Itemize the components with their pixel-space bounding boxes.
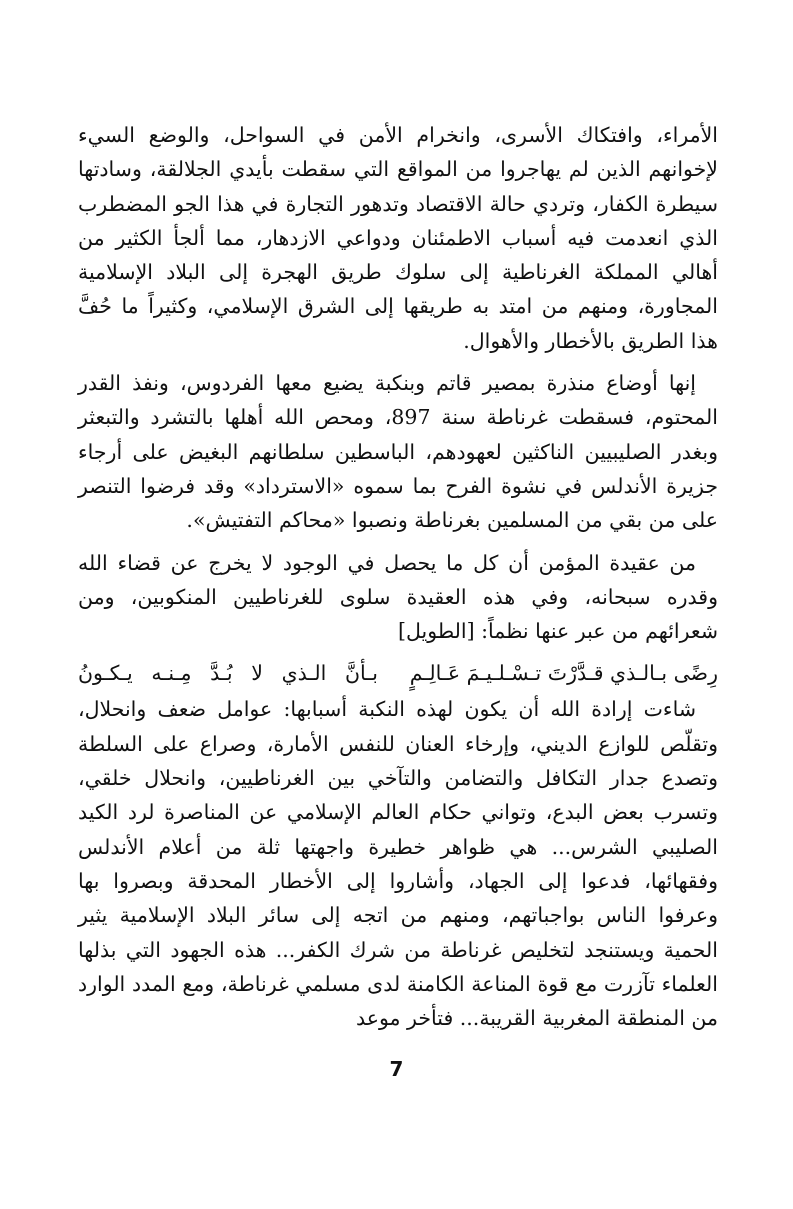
body-text <box>78 118 718 1035</box>
poetry-verse <box>78 656 718 690</box>
paragraph-1: الأمراء، وافتكاك الأسرى، وانخرام الأمن في السواحل، والوضع السيء لإخوانهم الذين لم يهاجروا من المواقع التي سقطت بأيدي الجلالقة، وسادتها سيطرة الكفار، وتردي حالة الاقتصاد وتدهور التجارة في هذا الجو المضطرب الذي انعدمت فيه أسباب الاطمئنان ودواعي الازدهار، مما ألجأ الكثير من أهالي المملكة الغرناطية إلى سلوك طريق الهجرة إلى البلاد الإسلامية المجاورة، ومنهم من امتد به طريقها إلى الشرق الإسلامي، وكثيراً ما حُفَّ هذا الطريق بالأخطار والأهوال. <box>78 123 718 353</box>
verse-first-hemistich: رِضًى بـالـذي قـدَّرْتَ تـسْـلـيـمَ عَـالِـمٍ <box>409 661 718 686</box>
paragraph-3: من عقيدة المؤمن أن كل ما يحصل في الوجود لا يخرج عن قضاء الله وقدره سبحانه، وفي هذه العقيدة سلوى للغرناطيين المنكوبين، ومن شعرائهم من عبر عنها نظماً: [الطويل] <box>78 550 718 644</box>
page-number: 7 <box>389 1057 404 1081</box>
paragraph-2: إنها أوضاع منذرة بمصير قاتم وبنكبة يضيع معها الفردوس، ونفذ القدر المحتوم، فسقطت غرناطة سنة 897، ومحص الله أهلها بالتشرد والتبعثر وبغدر الصليبيين الناكثين لعهودهم، الباسطين سلطانهم البغيض على أرجاء جزيرة الأندلس في نشوة الفرح بما سموه «الاسترداد» وقد فرضوا التنصر على من بقي من المسلمين بغرناطة ونصبوا «محاكم التفتيش». <box>78 371 718 533</box>
paragraph-4: شاءت إرادة الله أن يكون لهذه النكبة أسبابها: عوامل ضعف وانحلال، وتقلّص للوازع الديني، وإرخاء العنان للنفس الأمارة، وصراع على السلطة وتصدع جدار التكافل والتضامن والتآخي بين الغرناطيين، وانحلال خلقي، وتسرب بعض البدع، وتواني حكام العالم الإسلامي عن المناصرة لرد الكيد الصليبي الشرس... هي ظواهر خطيرة واجهتها ثلة من أعلام الأندلس وفقهائها، فدعوا إلى الجهاد، وأشاروا إلى الأخطار المحدقة وبصروا بها وعرفوا الناس بواجباتهم، ومنهم من اتجه إلى سائر البلاد الإسلامية يثير الحمية ويستنجد لتخليص غرناطة من شرك الكفر... هذه الجهود التي بذلها العلماء تآزرت مع قوة المناعة الكامنة لدى مسلمي غرناطة، ومع المدد الوارد من المنطقة المغربية القريبة... فتأخر موعد <box>78 697 718 1031</box>
verse-second-hemistich: بـأنَّ الـذي لا بُـدَّ مِـنـه يـكـونُ <box>78 661 378 686</box>
